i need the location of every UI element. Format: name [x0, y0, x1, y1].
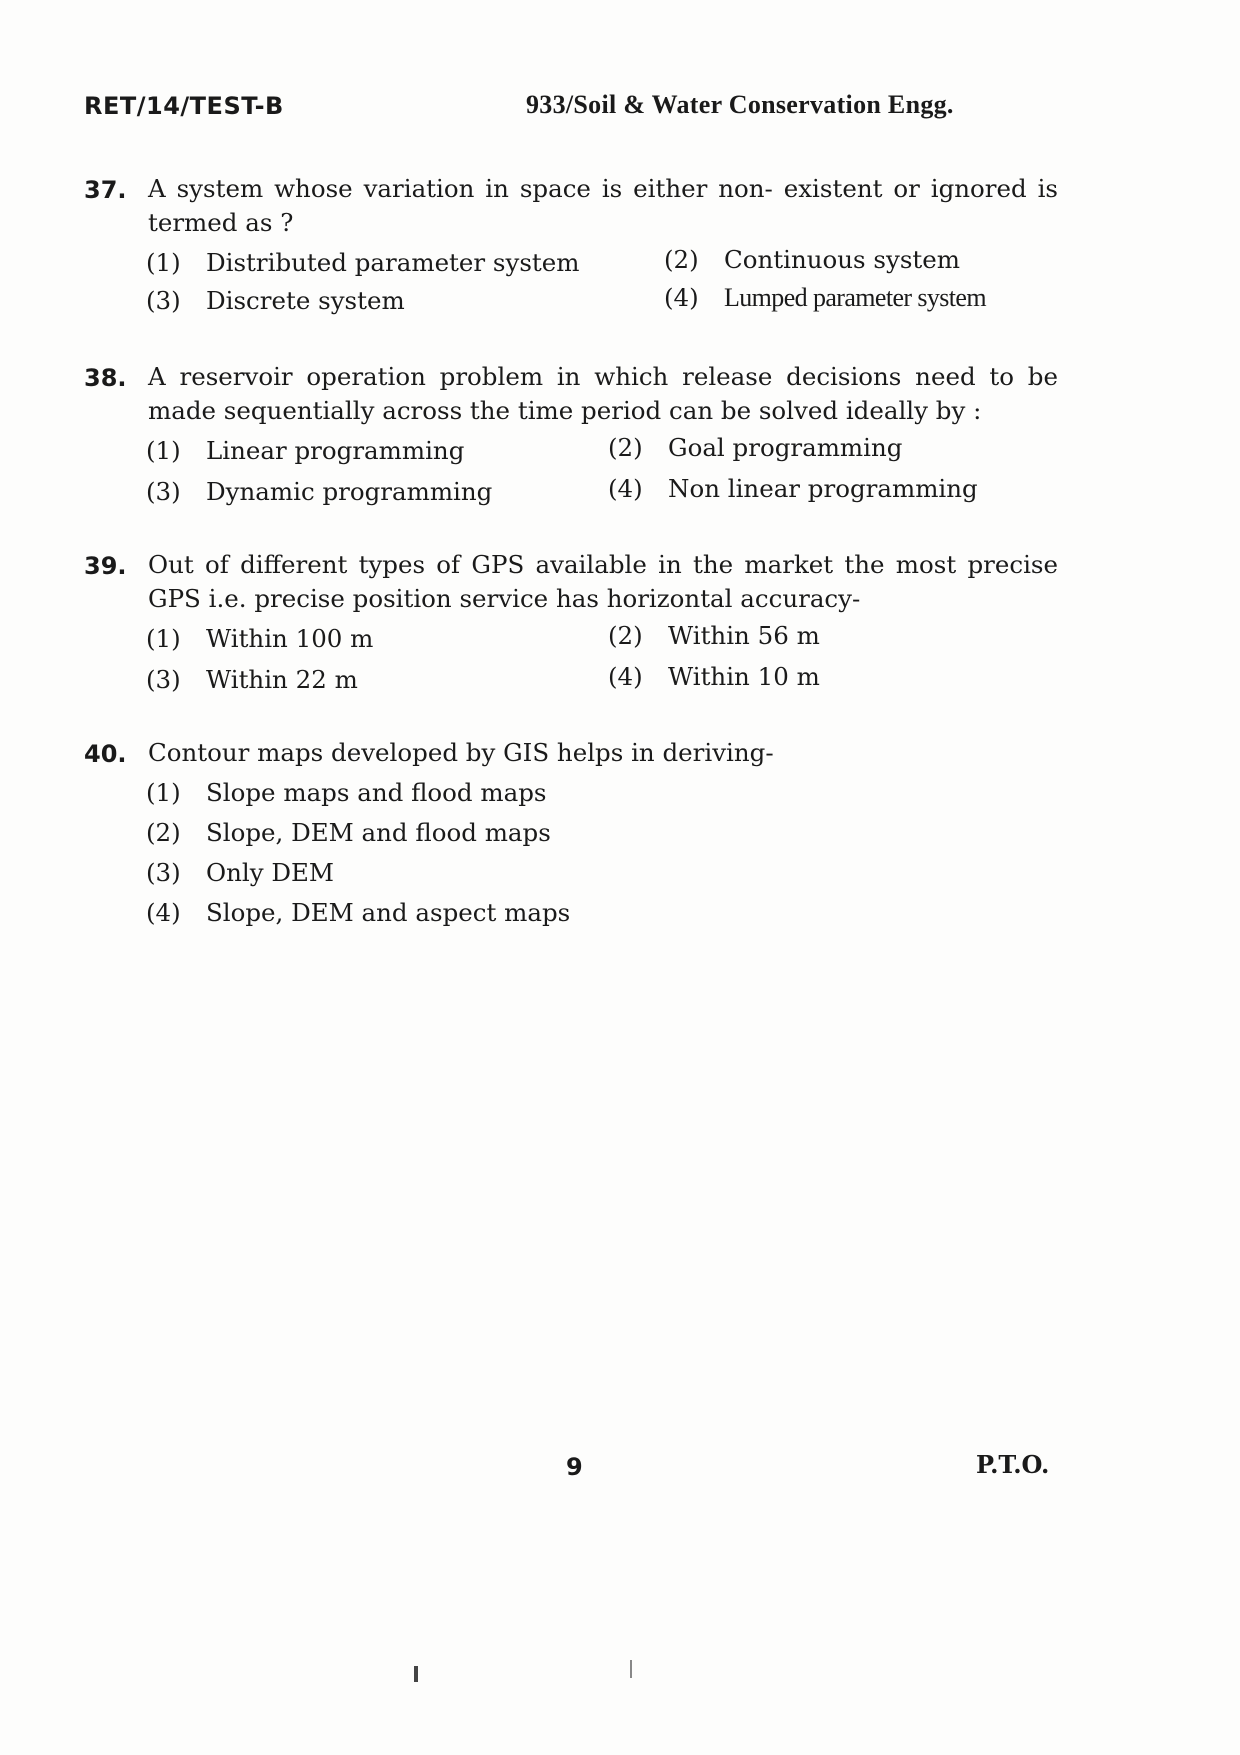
option-text: Dynamic programming — [206, 477, 493, 506]
option-number: (2) — [146, 818, 181, 847]
option-4 — [608, 472, 978, 506]
question-number: 37. — [84, 176, 127, 204]
option-3 — [146, 284, 405, 318]
option-2 — [608, 619, 820, 653]
question-text: Out of different types of GPS available in the market the most precise GPS i.e. precise position service has horizontal accuracy- — [148, 550, 1058, 613]
option-3 — [146, 856, 334, 890]
option-number: (1) — [146, 778, 181, 807]
question-text: A reservoir operation problem in which release decisions need to be made sequentially across the time period can be solved ideally by : — [148, 362, 1058, 425]
option-number: (1) — [146, 436, 181, 465]
page-number: 9 — [566, 1453, 583, 1481]
option-4 — [146, 896, 570, 930]
option-number: (1) — [146, 624, 181, 653]
option-number: (4) — [146, 898, 181, 927]
option-text: Linear programming — [206, 436, 465, 465]
pto-label: P.T.O. — [976, 1450, 1050, 1479]
option-number: (2) — [608, 621, 643, 650]
option-2 — [608, 431, 902, 465]
question-number: 39. — [84, 552, 127, 580]
option-text: Non linear programming — [668, 474, 978, 503]
question-text: Contour maps developed by GIS helps in deriving- — [148, 738, 774, 767]
question-number: 38. — [84, 364, 127, 392]
option-text: Slope, DEM and aspect maps — [206, 898, 571, 927]
option-text: Slope, DEM and flood maps — [206, 818, 551, 847]
option-text: Within 100 m — [206, 624, 374, 653]
question-text: A system whose variation in space is either non- existent or ignored is termed as ? — [148, 174, 1058, 237]
option-number: (2) — [664, 245, 699, 274]
option-text: Discrete system — [206, 286, 405, 315]
option-number: (4) — [664, 283, 699, 312]
option-number: (4) — [608, 474, 643, 503]
option-text: Within 10 m — [668, 662, 820, 691]
paper-code: RET/14/TEST-B — [84, 92, 284, 120]
option-3 — [146, 663, 358, 697]
option-1 — [146, 776, 547, 810]
scan-mark — [630, 1660, 632, 1678]
option-1 — [146, 434, 464, 468]
option-text: Within 56 m — [668, 621, 820, 650]
option-number: (3) — [146, 477, 181, 506]
option-text: Lumped parameter system — [724, 283, 986, 312]
option-text: Goal programming — [668, 433, 903, 462]
option-number: (2) — [608, 433, 643, 462]
option-number: (3) — [146, 665, 181, 694]
option-text: Continuous system — [724, 245, 960, 274]
option-1 — [146, 622, 373, 656]
option-4 — [664, 281, 986, 315]
option-3 — [146, 475, 492, 509]
option-text: Slope maps and flood maps — [206, 778, 547, 807]
option-2 — [146, 816, 551, 850]
option-number: (3) — [146, 286, 181, 315]
option-text: Within 22 m — [206, 665, 358, 694]
option-1 — [146, 246, 579, 280]
option-text: Distributed parameter system — [206, 248, 580, 277]
option-number: (3) — [146, 858, 181, 887]
option-4 — [608, 660, 820, 694]
option-2 — [664, 243, 960, 277]
scan-mark — [414, 1666, 418, 1682]
subject-title: 933/Soil & Water Conservation Engg. — [526, 90, 954, 119]
question-number: 40. — [84, 740, 127, 768]
option-number: (4) — [608, 662, 643, 691]
option-text: Only DEM — [206, 858, 334, 887]
option-number: (1) — [146, 248, 181, 277]
